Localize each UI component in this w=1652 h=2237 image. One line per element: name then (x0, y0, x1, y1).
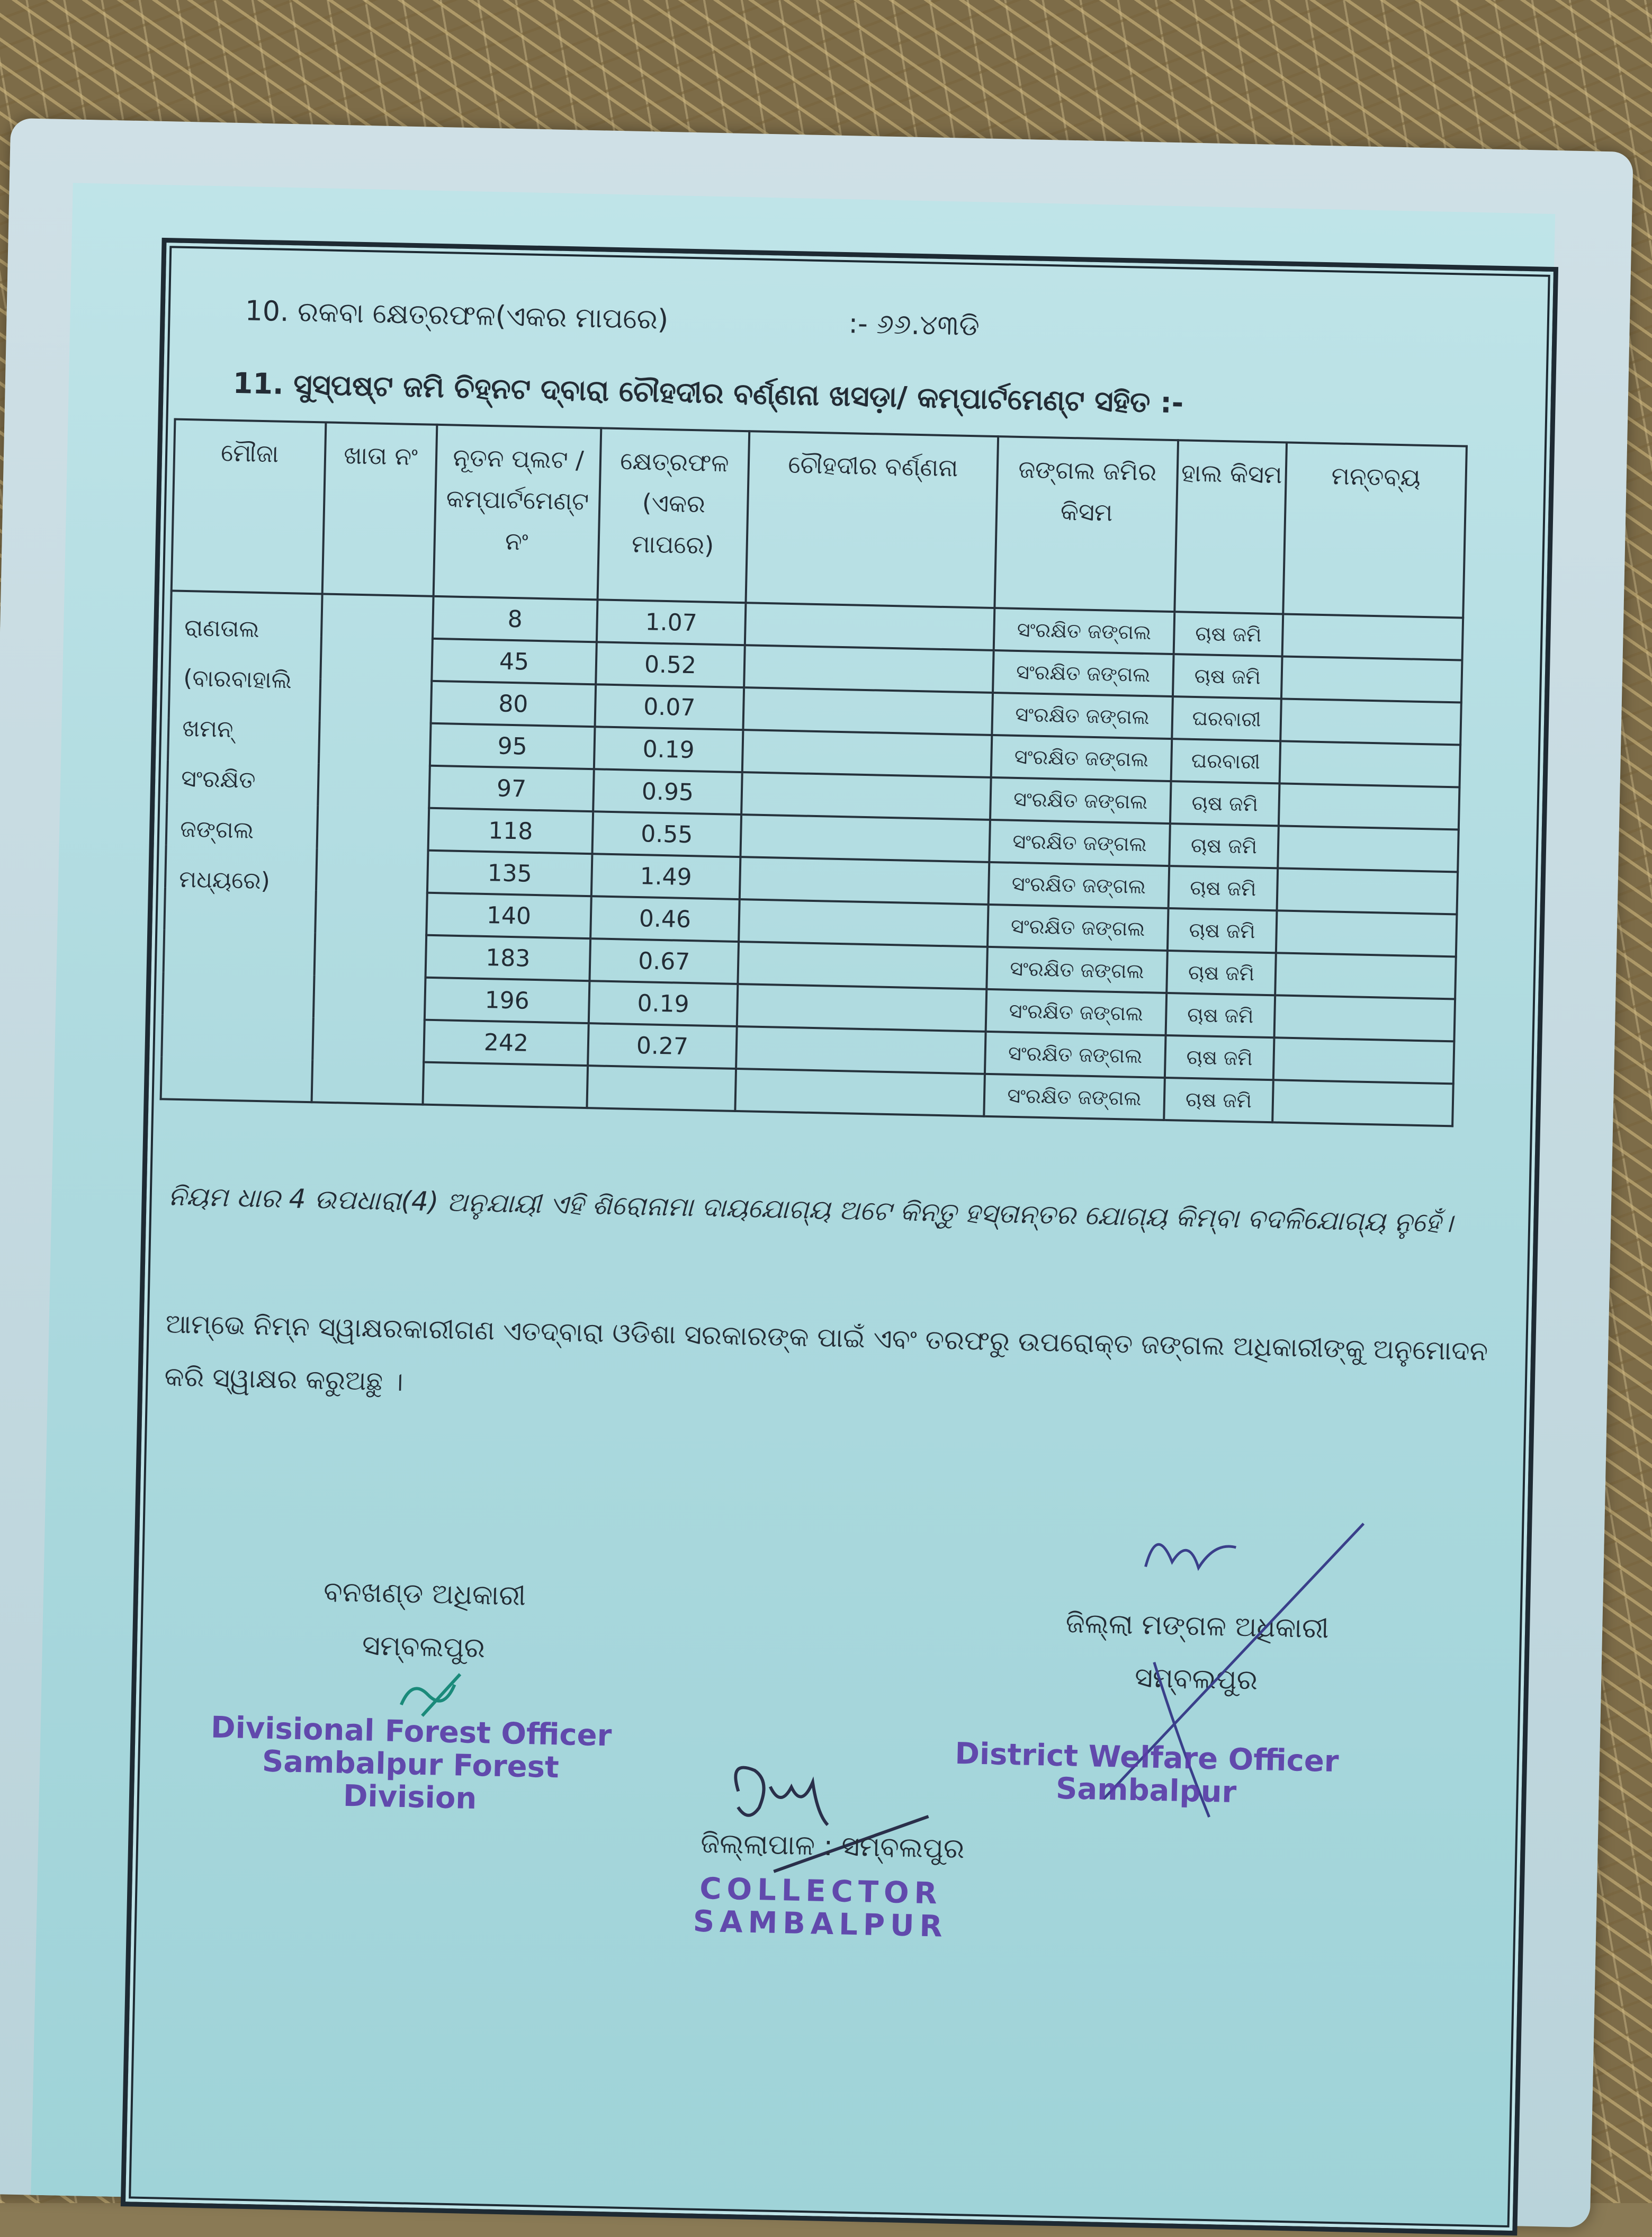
plot-cell: 140 (426, 893, 591, 938)
boundary-cell (743, 687, 993, 735)
plot-cell: 118 (428, 808, 594, 854)
header-current-type: ହାଲ କିସମ (1174, 440, 1287, 614)
right-signatory-title: ଜିଲ୍ଲା ମଙ୍ଗଳ ଅଧିକାରୀ (1065, 1607, 1330, 1645)
boundary-cell (740, 857, 990, 905)
left-stamp-line2: Sambalpur Forest Division (262, 1744, 560, 1817)
remarks-cell (1279, 783, 1460, 829)
boundary-cell (735, 1069, 985, 1116)
right-stamp (939, 1737, 1353, 1811)
right-signatory-place: ସମ୍ବଲପୁର (1134, 1662, 1258, 1696)
left-signatory (275, 1564, 573, 1677)
boundary-cell (736, 1026, 986, 1074)
plot-cell: 45 (432, 639, 597, 684)
area-cell: 0.19 (594, 727, 743, 772)
current-type-cell: ଘରବାରୀ (1172, 696, 1281, 741)
plot-cell: 80 (431, 681, 596, 727)
area-cell: 1.49 (591, 854, 741, 899)
area-cell (587, 1066, 736, 1111)
item-10-value: :- ୬୬.୪୩ଡି (848, 308, 980, 343)
remarks-cell (1272, 1080, 1453, 1126)
boundary-cell (737, 984, 987, 1032)
center-stamp-line1: COLLECTOR (699, 1871, 943, 1911)
remarks-cell (1276, 910, 1457, 956)
plot-cell: 196 (425, 978, 590, 1023)
plastic-sleeve (0, 118, 1633, 2227)
remarks-cell (1275, 953, 1456, 999)
item-11-heading: 11. ସୁସ୍ପଷ୍ଟ ଜମି ଚିହ୍ନଟ ଦ୍ବାରା ଚୌହଦୀର ବର୍ଣ୍ଣନା ଖସଡ଼ା/ କମ୍ପାର୍ଟମେଣ୍ଟ ସହିତ :- (232, 366, 1184, 420)
left-stamp-line1: Divisional Forest Officer (210, 1710, 612, 1753)
current-type-cell: ଚାଷ ଜମି (1173, 654, 1282, 699)
header-plot: ନୂତନ ପ୍ଲଟ / କମ୍ପାର୍ଟମେଣ୍ଟ ନଂ (434, 425, 601, 599)
center-signatory-title: ଜିଲ୍ଲାପାଳ : ସମ୍ବଲପୁର (700, 1827, 965, 1865)
header-boundary: ଚୌହଦୀର ବର୍ଣ୍ଣନା (746, 431, 998, 608)
rule-note: ନିୟମ ଧାର 4 ଉପଧାରା(4) ଅନୁଯାୟୀ ଏହି ଶିରୋନାମା ଦାୟଯୋଗ୍ୟ ଅଟେ କିନ୍ତୁ ହସ୍ତାନ୍ତର ଯୋଗ୍ୟ କିମ୍ବା ବଦଳିଯୋଗ୍ୟ ନୁହେଁ। (168, 1180, 1453, 1239)
forest-type-cell: ସଂରକ୍ଷିତ ଜଙ୍ଗଲ (986, 947, 1168, 993)
area-cell: 0.07 (595, 684, 744, 730)
current-type-cell: ଚାଷ ଜମି (1166, 993, 1276, 1037)
boundary-cell (740, 815, 990, 862)
current-type-cell: ଘରବାରୀ (1171, 739, 1281, 783)
center-stamp-line2: SAMBALPUR (693, 1904, 948, 1944)
declaration-text: ଆମ୍ଭେ ନିମ୍ନ ସ୍ୱାକ୍ଷରକାରୀଗଣ ଏତଦ୍ବାରା ଓଡିଶା ସରକାରଙ୍କ ପାଇଁ ଏବଂ ତରଫରୁ ଉପରୋକ୍ତ ଜଙ୍ଗଲ ଅଧିକାରୀଙ୍କୁ ଅନୁମୋଦନ କରି ସ୍ୱାକ୍ଷର କରୁଅଛୁ । (164, 1308, 1488, 1397)
current-type-cell: ଚାଷ ଜମି (1165, 1035, 1274, 1080)
boundary-cell (739, 899, 989, 947)
left-signatory-place: ସମ୍ବଲପୁର (362, 1630, 486, 1665)
forest-type-cell: ସଂରକ୍ଷିତ ଜଙ୍ଗଲ (989, 862, 1170, 908)
forest-type-cell: ସଂରକ୍ଷିତ ଜଙ୍ଗଲ (985, 1032, 1166, 1078)
land-table (160, 418, 1468, 1127)
current-type-cell: ଚାଷ ଜମି (1174, 612, 1283, 656)
document-page (31, 183, 1555, 2226)
remarks-cell (1281, 656, 1462, 702)
remarks-cell (1278, 826, 1459, 872)
remarks-cell (1280, 741, 1461, 787)
current-type-cell: ଚାଷ ଜମି (1168, 908, 1277, 953)
forest-type-cell: ସଂରକ୍ଷିତ ଜଙ୍ଗଲ (994, 608, 1175, 654)
right-stamp-line2: Sambalpur (1055, 1771, 1237, 1810)
boundary-cell (738, 942, 987, 989)
center-stamp (672, 1872, 969, 1944)
left-stamp (198, 1711, 624, 1819)
header-khata: ଖାତା ନଂ (322, 422, 437, 596)
remarks-cell (1274, 995, 1455, 1041)
boundary-cell (745, 603, 995, 650)
mouza-cell: ରାଣତାଲ (ବାରବାହାଲି ଖମନ୍ ସଂରକ୍ଷିତ ଜଙ୍ଗଲ ମଧ୍ୟରେ) (161, 590, 322, 1102)
plot-cell: 95 (430, 723, 595, 769)
area-cell: 0.67 (589, 938, 739, 984)
remarks-cell (1282, 614, 1464, 660)
current-type-cell: ଚାଷ ଜମି (1164, 1078, 1273, 1122)
right-stamp-line1: District Welfare Officer (954, 1736, 1340, 1779)
remarks-cell (1273, 1037, 1455, 1084)
header-mouza: ମୌଜା (172, 419, 326, 594)
boundary-cell (742, 730, 992, 777)
current-type-cell: ଚାଷ ଜମି (1169, 866, 1278, 910)
plot-cell: 8 (433, 596, 598, 642)
forest-type-cell: ସଂରକ୍ଷିତ ଜଙ୍ଗଲ (992, 693, 1173, 739)
header-remarks: ମନ୍ତବ୍ୟ (1283, 443, 1467, 618)
header-forest-type: ଜଙ୍ଗଲ ଜମିର କିସମ (994, 436, 1178, 612)
forest-type-cell: ସଂରକ୍ଷିତ ଜଙ୍ଗଲ (989, 820, 1170, 866)
current-type-cell: ଚାଷ ଜମି (1170, 781, 1280, 826)
header-area: କ୍ଷେତ୍ରଫଳ (ଏକର ମାପରେ) (598, 428, 750, 603)
boundary-cell (744, 645, 994, 693)
area-cell: 0.52 (596, 642, 745, 687)
table-header-row (172, 419, 1467, 618)
area-cell: 0.55 (592, 811, 741, 857)
plot-cell (423, 1062, 588, 1108)
area-cell: 0.27 (588, 1023, 737, 1069)
left-signatory-title: ବନଖଣ୍ଡ ଅଧିକାରୀ (323, 1576, 526, 1612)
plot-cell: 135 (427, 851, 592, 896)
item-10-label: 10. ରକବା କ୍ଷେତ୍ରଫଳ(ଏକର ମାପରେ) (245, 295, 669, 336)
khata-cell (312, 594, 434, 1104)
forest-type-cell: ସଂରକ୍ଷିତ ଜଙ୍ଗଲ (991, 735, 1172, 781)
boundary-cell (741, 772, 991, 820)
area-cell: 1.07 (597, 599, 746, 645)
plot-cell: 97 (429, 766, 594, 811)
area-cell: 0.95 (593, 769, 742, 815)
forest-type-cell: ସଂରକ୍ଷିତ ଜଙ୍ଗଲ (984, 1074, 1165, 1120)
plot-cell: 242 (424, 1020, 589, 1066)
current-type-cell: ଚାଷ ଜମି (1169, 824, 1279, 868)
area-cell: 0.19 (589, 981, 738, 1026)
forest-type-cell: ସଂରକ୍ଷିତ ଜଙ୍ଗଲ (993, 650, 1174, 696)
area-cell: 0.46 (590, 896, 740, 942)
forest-type-cell: ସଂରକ୍ଷିତ ଜଙ୍ଗଲ (990, 777, 1171, 824)
center-signatory (647, 1816, 1018, 1877)
plot-cell: 183 (426, 935, 591, 981)
forest-type-cell: ସଂରକ୍ଷିତ ଜଙ୍ଗଲ (987, 905, 1169, 951)
remarks-cell (1277, 868, 1458, 914)
remarks-cell (1280, 699, 1461, 745)
current-type-cell: ଚାଷ ଜମି (1166, 951, 1276, 995)
forest-type-cell: ସଂରକ୍ଷିତ ଜଙ୍ଗଲ (986, 989, 1167, 1035)
